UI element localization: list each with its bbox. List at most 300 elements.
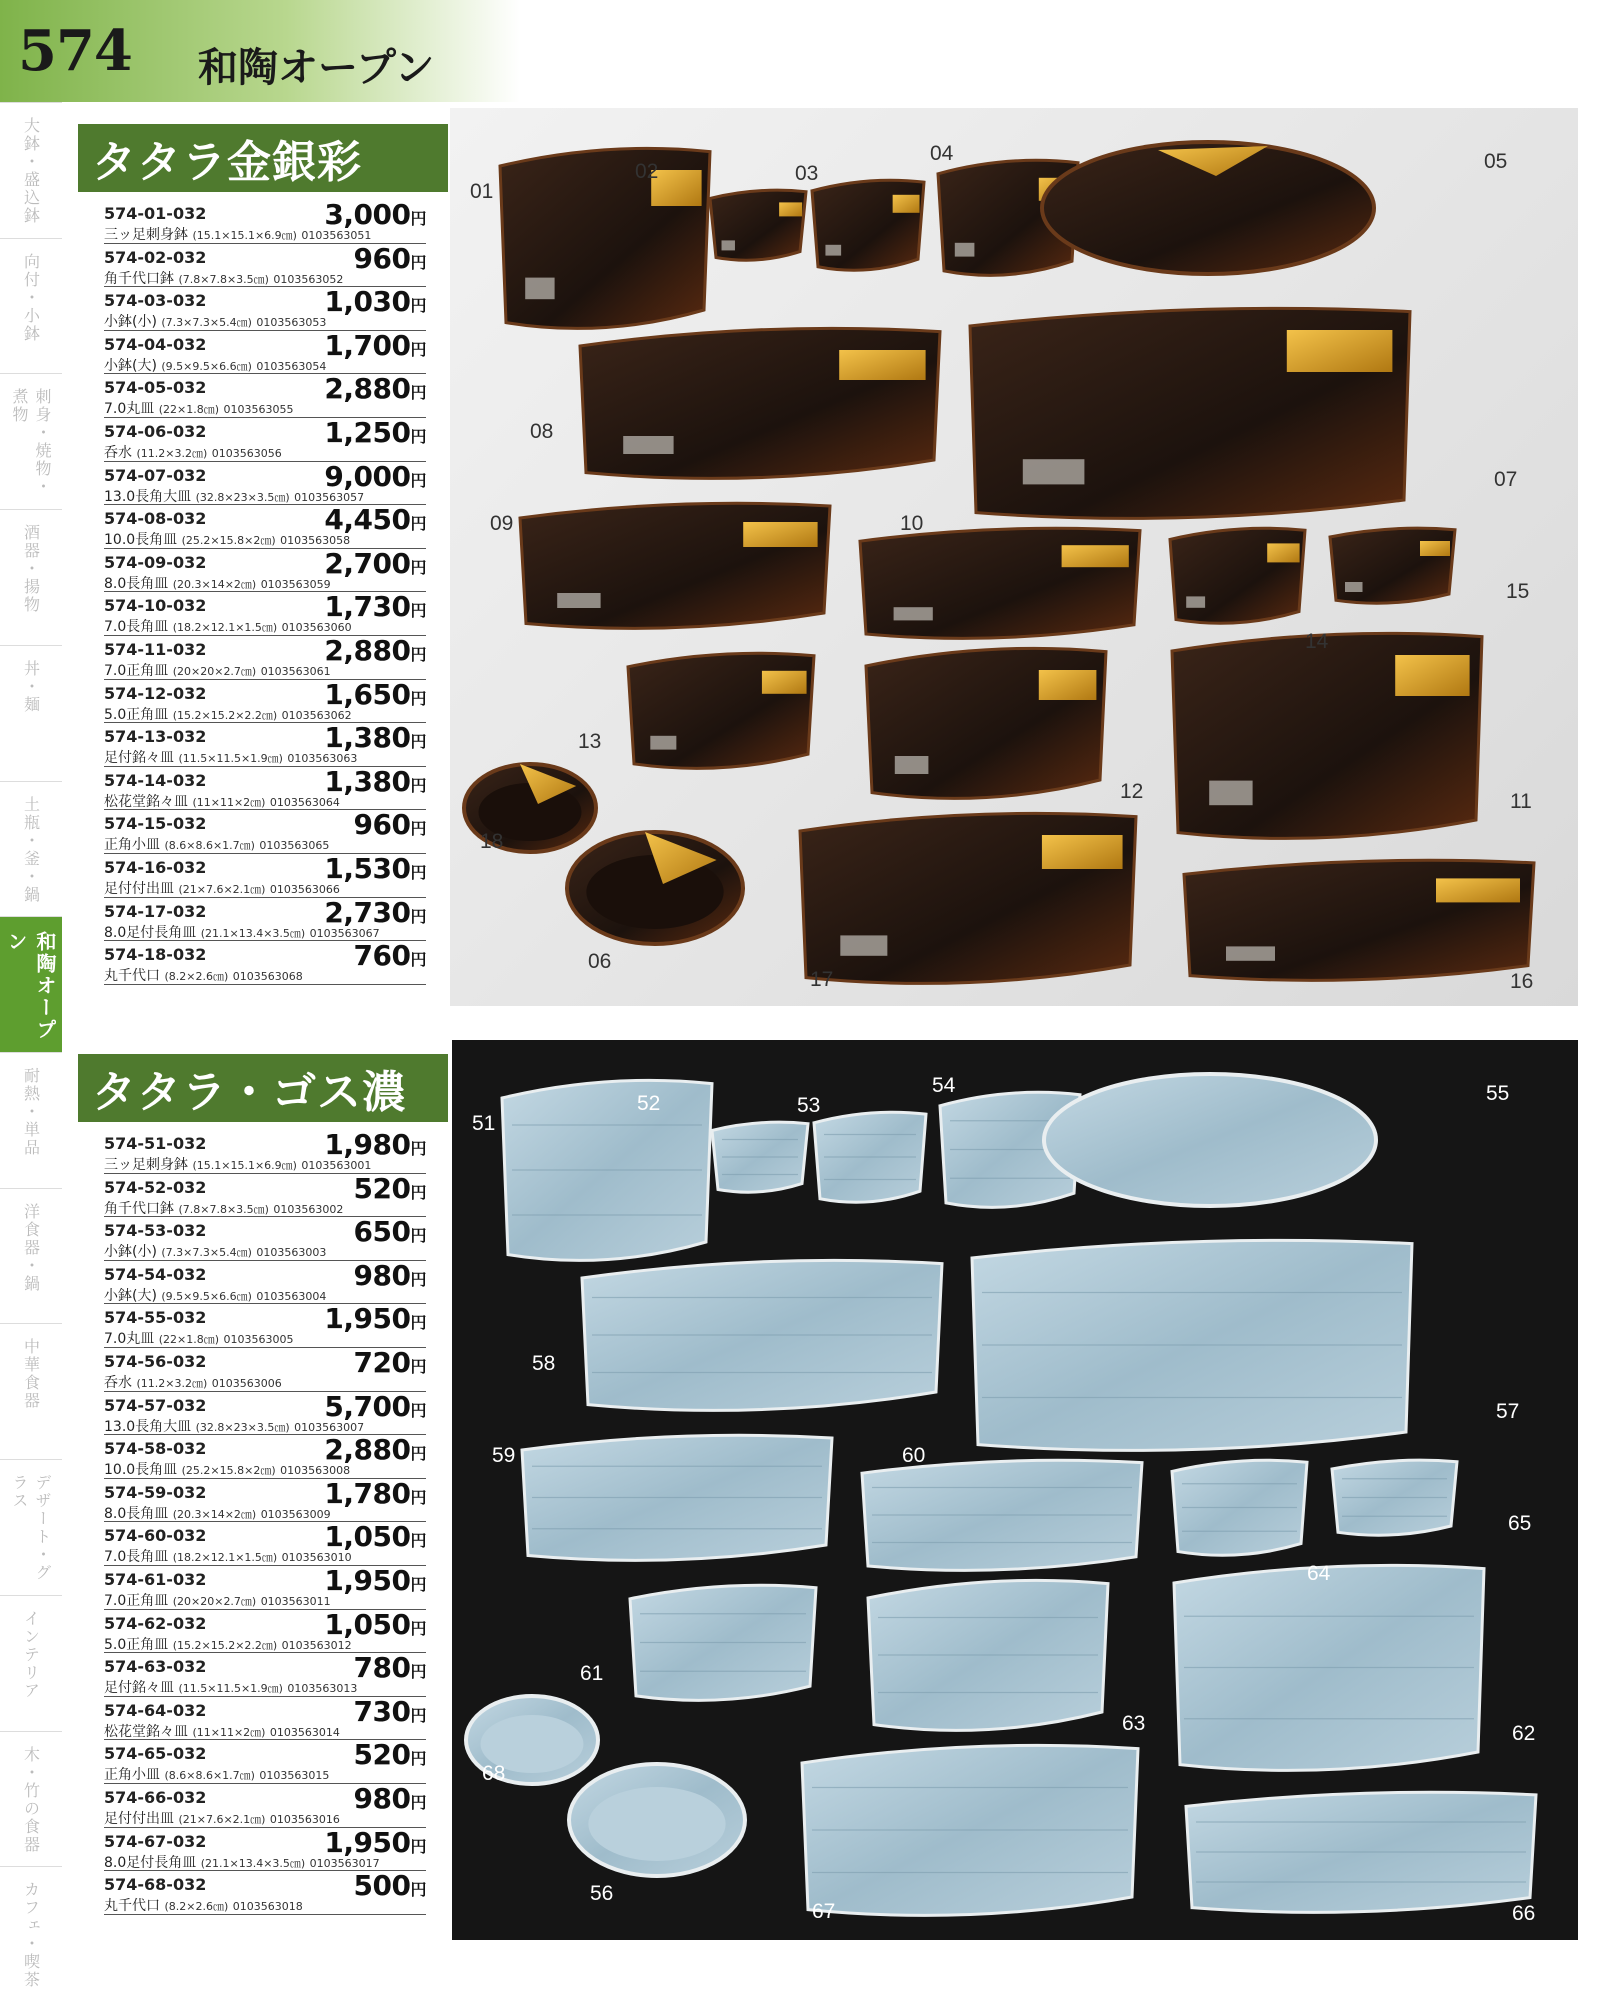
product-row [104, 1825, 426, 1872]
product-dims: (9.5×9.5×6.6㎝) [161, 1289, 252, 1303]
product-jan: 0103563057 [294, 490, 365, 504]
product-jan: 0103563060 [281, 621, 352, 635]
product-row [104, 764, 426, 811]
product-jan: 0103563063 [287, 752, 358, 766]
product-desc [104, 1241, 326, 1261]
bottom-item-label: 51 [472, 1112, 496, 1135]
currency-unit: 円 [410, 1400, 426, 1420]
product-jan: 0103563064 [269, 795, 340, 809]
top-piece [812, 180, 924, 270]
product-dims: (25.2×15.8×2㎝) [181, 534, 276, 548]
product-desc [104, 1546, 352, 1566]
product-row [104, 1740, 426, 1784]
side-index [0, 102, 62, 2002]
side-index-label: 土瓶・釜・鍋 [21, 795, 41, 904]
product-row [104, 810, 426, 854]
top-gold-accent [762, 671, 807, 694]
side-index-label: 耐熱・単品 [21, 1067, 41, 1157]
product-desc [104, 1895, 303, 1915]
product-row [104, 287, 426, 331]
product-code: 574-56-032 [104, 1351, 207, 1371]
currency-unit: 円 [410, 1749, 426, 1769]
product-dims: (8.6×8.6×1.7㎝) [164, 839, 255, 853]
product-row [104, 1171, 426, 1218]
top-silver-accent [1023, 459, 1085, 484]
currency-unit: 円 [410, 1705, 426, 1725]
product-dims: (11×11×2㎝) [192, 1725, 266, 1739]
side-index-tab[interactable] [0, 1731, 62, 1867]
side-index-tab[interactable] [0, 1052, 62, 1188]
product-name: 7.0丸皿 [104, 401, 155, 418]
product-code: 574-54-032 [104, 1264, 207, 1284]
product-row [104, 941, 426, 985]
currency-unit: 円 [410, 1313, 426, 1333]
product-code: 574-62-032 [104, 1613, 207, 1633]
top-gold-accent [893, 195, 920, 213]
product-row [104, 200, 426, 244]
product-name: 松花堂銘々皿 [104, 1723, 188, 1740]
top-gold-accent [1042, 835, 1123, 869]
side-index-label: 木・竹の食器 [21, 1745, 41, 1854]
product-desc [104, 1372, 282, 1392]
side-index-label: カフェ・喫茶 [21, 1881, 41, 1990]
product-desc [104, 965, 303, 985]
product-price: 720円 [353, 1345, 426, 1379]
top-item-label: 06 [588, 950, 612, 973]
currency-unit: 円 [410, 514, 426, 534]
top-item-label: 14 [1305, 630, 1329, 653]
product-row [104, 241, 426, 288]
product-name: 7.0長角皿 [104, 1549, 169, 1566]
product-desc [104, 1677, 357, 1697]
top-silver-accent [955, 243, 975, 257]
product-price: 1,950円 [324, 1302, 426, 1336]
currency-unit: 円 [410, 1662, 426, 1682]
product-code: 574-53-032 [104, 1221, 207, 1241]
top-silver-accent [623, 436, 673, 454]
top-item-label: 10 [900, 512, 924, 535]
currency-unit: 円 [410, 1836, 426, 1856]
product-desc [104, 268, 343, 288]
currency-unit: 円 [410, 1139, 426, 1158]
side-index-label: デザート・グラス [10, 1474, 52, 1583]
product-dims: (25.2×15.8×2㎝) [181, 1464, 276, 1478]
product-price: 980円 [353, 1258, 426, 1292]
bottom-item-label: 54 [932, 1074, 956, 1097]
top-silver-accent [1345, 582, 1363, 592]
side-index-label: 大鉢・盛込鉢 [21, 117, 41, 225]
product-code: 574-16-032 [104, 857, 207, 877]
product-list-gold-silver [104, 200, 426, 985]
product-price: 520円 [353, 1738, 426, 1772]
top-item-label: 01 [470, 180, 494, 203]
product-dims: (20.3×14×2㎝) [172, 1507, 257, 1521]
product-code: 574-15-032 [104, 814, 207, 834]
product-code: 574-13-032 [104, 727, 207, 747]
top-silver-accent [1186, 596, 1205, 607]
product-name: 小鉢(大) [104, 357, 157, 374]
product-code: 574-60-032 [104, 1526, 207, 1546]
bottom-item-label: 68 [482, 1762, 506, 1785]
product-name: 5.0正角皿 [104, 706, 169, 723]
top-silver-accent [825, 245, 841, 256]
product-name: 三ッ足刺身鉢 [104, 227, 188, 243]
currency-unit: 円 [410, 862, 426, 882]
product-price: 1,950円 [324, 1563, 426, 1597]
product-jan: 0103563066 [269, 882, 340, 896]
side-index-tab[interactable] [0, 1866, 62, 2002]
product-dims: (7.8×7.8×3.5㎝) [178, 272, 269, 286]
product-name: 小鉢(小) [104, 314, 157, 331]
product-name: 呑水 [104, 1374, 132, 1391]
product-name: 呑水 [104, 444, 132, 461]
currency-unit: 円 [410, 950, 426, 970]
currency-unit: 円 [410, 252, 426, 272]
product-jan: 0103563008 [280, 1464, 351, 1478]
product-name: 松花堂銘々皿 [104, 793, 188, 810]
bottom-item-label: 64 [1307, 1562, 1331, 1585]
product-jan: 0103563068 [232, 970, 303, 984]
product-dims: (15.2×15.2×2.2㎝) [172, 1638, 278, 1652]
product-row [104, 895, 426, 942]
currency-unit: 円 [410, 1618, 426, 1638]
side-index-tab[interactable] [0, 645, 62, 781]
top-silver-accent [1226, 946, 1275, 960]
product-row [104, 723, 426, 767]
currency-unit: 円 [410, 470, 426, 490]
product-jan: 0103563054 [256, 359, 327, 373]
product-jan: 0103563006 [211, 1376, 282, 1390]
top-item-label: 02 [635, 160, 659, 183]
product-code: 574-68-032 [104, 1875, 207, 1895]
product-desc [104, 922, 380, 942]
bottom-item-label: 66 [1512, 1902, 1536, 1925]
product-dims: (21×7.6×2.1㎝) [178, 882, 266, 896]
product-row [104, 1694, 426, 1741]
product-code: 574-14-032 [104, 770, 207, 790]
product-code: 574-08-032 [104, 509, 207, 529]
product-name: 正角小皿 [104, 837, 160, 854]
bottom-item-label: 53 [797, 1094, 821, 1117]
product-dims: (20×20×2.7㎝) [172, 664, 257, 678]
top-gold-accent [1420, 541, 1450, 556]
side-index-label: 洋食器・鍋 [21, 1202, 41, 1293]
product-code: 574-04-032 [104, 334, 207, 354]
product-name: 13.0長角大皿 [104, 1418, 192, 1435]
product-price: 1,250円 [324, 415, 426, 449]
top-gold-accent [1039, 670, 1097, 700]
top-gold-accent [839, 350, 925, 380]
product-photo-gosu [452, 1040, 1578, 1940]
currency-unit: 円 [410, 1531, 426, 1551]
product-desc [104, 791, 340, 811]
product-price: 520円 [353, 1171, 426, 1205]
product-code: 574-59-032 [104, 1482, 207, 1502]
product-desc [104, 1852, 380, 1872]
product-row [104, 1130, 426, 1174]
product-row [104, 328, 426, 375]
product-price: 760円 [353, 939, 426, 973]
top-gold-accent [1395, 655, 1469, 696]
product-desc [104, 1808, 340, 1828]
side-index-tab[interactable] [0, 1595, 62, 1731]
currency-unit: 円 [410, 644, 426, 664]
top-item-label: 17 [810, 968, 834, 991]
side-index-tab[interactable] [0, 373, 62, 509]
currency-unit: 円 [410, 601, 426, 621]
currency-unit: 円 [410, 339, 426, 359]
side-index-label: 向付・小鉢 [21, 252, 41, 343]
product-name: 足付銘々皿 [104, 750, 174, 767]
product-jan: 0103563012 [281, 1638, 352, 1652]
side-index-tab[interactable] [0, 1323, 62, 1459]
product-desc [104, 1590, 331, 1610]
product-dims: (7.3×7.3×5.4㎝) [161, 316, 252, 330]
product-row [104, 633, 426, 680]
product-dims: (18.2×12.1×1.5㎝) [172, 621, 278, 635]
product-price: 1,730円 [324, 590, 426, 624]
bottom-item-label: 61 [580, 1662, 604, 1685]
bottom-item-label: 62 [1512, 1722, 1536, 1745]
product-name: 7.0長角皿 [104, 619, 169, 636]
product-code: 574-61-032 [104, 1569, 207, 1589]
currency-unit: 円 [410, 209, 426, 228]
product-price: 4,450円 [324, 503, 426, 537]
top-piece [1184, 860, 1534, 980]
product-code: 574-58-032 [104, 1439, 207, 1459]
product-price: 650円 [353, 1215, 426, 1249]
product-dims: (7.3×7.3×5.4㎝) [161, 1246, 252, 1260]
product-row [104, 1304, 426, 1348]
product-dims: (11.2×3.2㎝) [136, 1376, 208, 1390]
product-dims: (32.8×23×3.5㎝) [195, 490, 290, 504]
product-row [104, 1435, 426, 1479]
top-gold-accent [743, 522, 817, 547]
bottom-item-label: 63 [1122, 1712, 1146, 1735]
product-row [104, 1476, 426, 1523]
product-code: 574-09-032 [104, 552, 207, 572]
product-code: 574-66-032 [104, 1787, 207, 1807]
top-gold-accent [1062, 545, 1129, 567]
product-price: 960円 [353, 808, 426, 842]
product-code: 574-06-032 [104, 421, 207, 441]
product-jan: 0103563016 [269, 1812, 340, 1826]
product-row [104, 1653, 426, 1697]
side-index-tab[interactable] [0, 509, 62, 645]
product-jan: 0103563051 [301, 229, 372, 242]
product-row [104, 374, 426, 418]
currency-unit: 円 [410, 688, 426, 708]
product-price: 2,880円 [324, 1433, 426, 1467]
top-silver-accent [840, 935, 887, 955]
product-row [104, 1781, 426, 1828]
currency-unit: 円 [410, 1226, 426, 1246]
product-code: 574-07-032 [104, 465, 207, 485]
product-row [104, 1258, 426, 1305]
product-jan: 0103563009 [260, 1507, 331, 1521]
product-dims: (21×7.6×2.1㎝) [178, 1812, 266, 1826]
product-price: 960円 [353, 241, 426, 275]
product-dims: (8.6×8.6×1.7㎝) [164, 1769, 255, 1783]
product-row [104, 1389, 426, 1436]
side-index-label: 中華食器 [21, 1338, 41, 1411]
product-code: 574-51-032 [104, 1134, 207, 1153]
bottom-item-label: 67 [812, 1900, 836, 1923]
product-price: 1,780円 [324, 1476, 426, 1510]
product-row [104, 1871, 426, 1915]
top-bowl-inner [586, 855, 723, 929]
product-desc [104, 1154, 371, 1174]
product-dims: (21.1×13.4×3.5㎝) [200, 1856, 306, 1870]
product-price: 980円 [353, 1781, 426, 1815]
bottom-item-label: 65 [1508, 1512, 1532, 1535]
product-dims: (9.5×9.5×6.6㎝) [161, 359, 252, 373]
product-code: 574-18-032 [104, 945, 207, 965]
product-name: 小鉢(大) [104, 1287, 157, 1304]
product-desc [104, 442, 282, 462]
side-index-tab[interactable] [0, 916, 62, 1052]
currency-unit: 円 [410, 1487, 426, 1507]
side-index-label: 和陶オープン [4, 931, 57, 1042]
product-code: 574-05-032 [104, 378, 207, 398]
product-jan: 0103563061 [260, 664, 331, 678]
top-piece [628, 653, 814, 768]
top-gold-accent [1287, 330, 1393, 372]
top-piece [1170, 528, 1305, 623]
product-code: 574-65-032 [104, 1744, 207, 1764]
side-index-tab[interactable] [0, 1188, 62, 1324]
product-price: 9,000円 [324, 459, 426, 493]
product-dims: (18.2×12.1×1.5㎝) [172, 1551, 278, 1565]
product-name: 丸千代口 [104, 1898, 160, 1915]
product-code: 574-11-032 [104, 639, 207, 659]
product-dims: (20.3×14×2㎝) [172, 577, 257, 591]
currency-unit: 円 [410, 1356, 426, 1376]
bottom-item-label: 57 [1496, 1400, 1520, 1423]
product-row [104, 592, 426, 636]
product-dims: (11×11×2㎝) [192, 795, 266, 809]
product-name: 13.0長角大皿 [104, 488, 192, 505]
top-item-label: 18 [480, 830, 504, 853]
currency-unit: 円 [410, 775, 426, 795]
product-dims: (11.2×3.2㎝) [136, 446, 208, 460]
currency-unit: 円 [410, 383, 426, 403]
product-price: 3,000円 [324, 198, 426, 231]
product-code: 574-01-032 [104, 204, 207, 223]
product-code: 574-63-032 [104, 1657, 207, 1677]
product-jan: 0103563056 [211, 446, 282, 460]
product-name: 5.0正角皿 [104, 1636, 169, 1653]
currency-unit: 円 [410, 1444, 426, 1464]
top-item-label: 07 [1494, 468, 1518, 491]
bottom-bowl-inner [588, 1787, 725, 1861]
product-name: 7.0丸皿 [104, 1331, 155, 1348]
top-item-label: 09 [490, 512, 514, 535]
product-name: 足付銘々皿 [104, 1680, 174, 1697]
top-silver-accent [722, 240, 735, 250]
product-dims: (8.2×2.6㎝) [164, 970, 229, 984]
bottom-item-label: 60 [902, 1444, 926, 1467]
product-price: 2,730円 [324, 895, 426, 929]
product-jan: 0103563059 [260, 577, 331, 591]
product-price: 1,380円 [324, 764, 426, 798]
top-silver-accent [1209, 781, 1252, 806]
top-piece [860, 528, 1140, 638]
product-desc [104, 704, 352, 724]
side-index-tab[interactable] [0, 1459, 62, 1595]
product-row [104, 459, 426, 506]
product-desc [104, 1721, 340, 1741]
currency-unit: 円 [410, 296, 426, 316]
product-code: 574-55-032 [104, 1308, 207, 1328]
product-desc [104, 1634, 352, 1654]
top-gold-accent [779, 202, 802, 216]
product-row [104, 1522, 426, 1566]
currency-unit: 円 [410, 1880, 426, 1900]
top-gold-accent [1436, 878, 1520, 902]
top-silver-accent [895, 756, 929, 774]
product-price: 1,030円 [324, 285, 426, 319]
product-dims: (22×1.8㎝) [158, 1333, 220, 1347]
side-index-tab[interactable] [0, 238, 62, 374]
product-jan: 0103563055 [223, 403, 294, 417]
side-index-tab[interactable] [0, 781, 62, 917]
product-dims: (11.5×11.5×1.9㎝) [178, 1682, 283, 1696]
product-dims: (20×20×2.7㎝) [172, 1594, 257, 1608]
product-row [104, 1563, 426, 1610]
product-price: 500円 [353, 1869, 426, 1903]
product-jan: 0103563007 [294, 1420, 365, 1434]
bottom-item-label: 56 [590, 1882, 614, 1905]
product-jan: 0103563015 [259, 1769, 330, 1783]
product-name: 10.0長角皿 [104, 532, 178, 549]
product-row [104, 1217, 426, 1261]
product-row [104, 677, 426, 724]
product-name: 正角小皿 [104, 1767, 160, 1784]
product-price: 1,980円 [324, 1128, 426, 1161]
bottom-item-label: 52 [637, 1092, 661, 1115]
side-index-tab[interactable] [0, 102, 62, 238]
product-jan: 0103563001 [301, 1159, 372, 1172]
product-jan: 0103563017 [309, 1856, 380, 1870]
product-jan: 0103563004 [256, 1289, 327, 1303]
side-index-label: インテリア [21, 1609, 41, 1700]
currency-unit: 円 [410, 426, 426, 446]
currency-unit: 円 [410, 1792, 426, 1812]
bottom-item-label: 55 [1486, 1082, 1510, 1105]
product-price: 1,380円 [324, 721, 426, 755]
product-desc [104, 529, 350, 549]
product-code: 574-52-032 [104, 1177, 207, 1197]
product-desc [104, 398, 293, 418]
top-item-label: 11 [1510, 790, 1532, 813]
product-name: 三ッ足刺身鉢 [104, 1157, 188, 1173]
bottom-item-label: 59 [492, 1444, 516, 1467]
page-title: 和陶オープン [198, 45, 435, 91]
section-banner-gosu: タタラ・ゴス濃 [78, 1054, 448, 1122]
top-silver-accent [557, 593, 600, 608]
product-row [104, 415, 426, 462]
product-jan: 0103563013 [287, 1682, 358, 1696]
product-desc [104, 224, 371, 244]
product-name: 8.0長角皿 [104, 575, 169, 592]
product-name: 丸千代口 [104, 968, 160, 985]
product-desc [104, 1285, 326, 1305]
top-item-label: 08 [530, 420, 554, 443]
product-desc [104, 747, 357, 767]
product-jan: 0103563014 [269, 1725, 340, 1739]
top-item-label: 16 [1510, 970, 1534, 993]
